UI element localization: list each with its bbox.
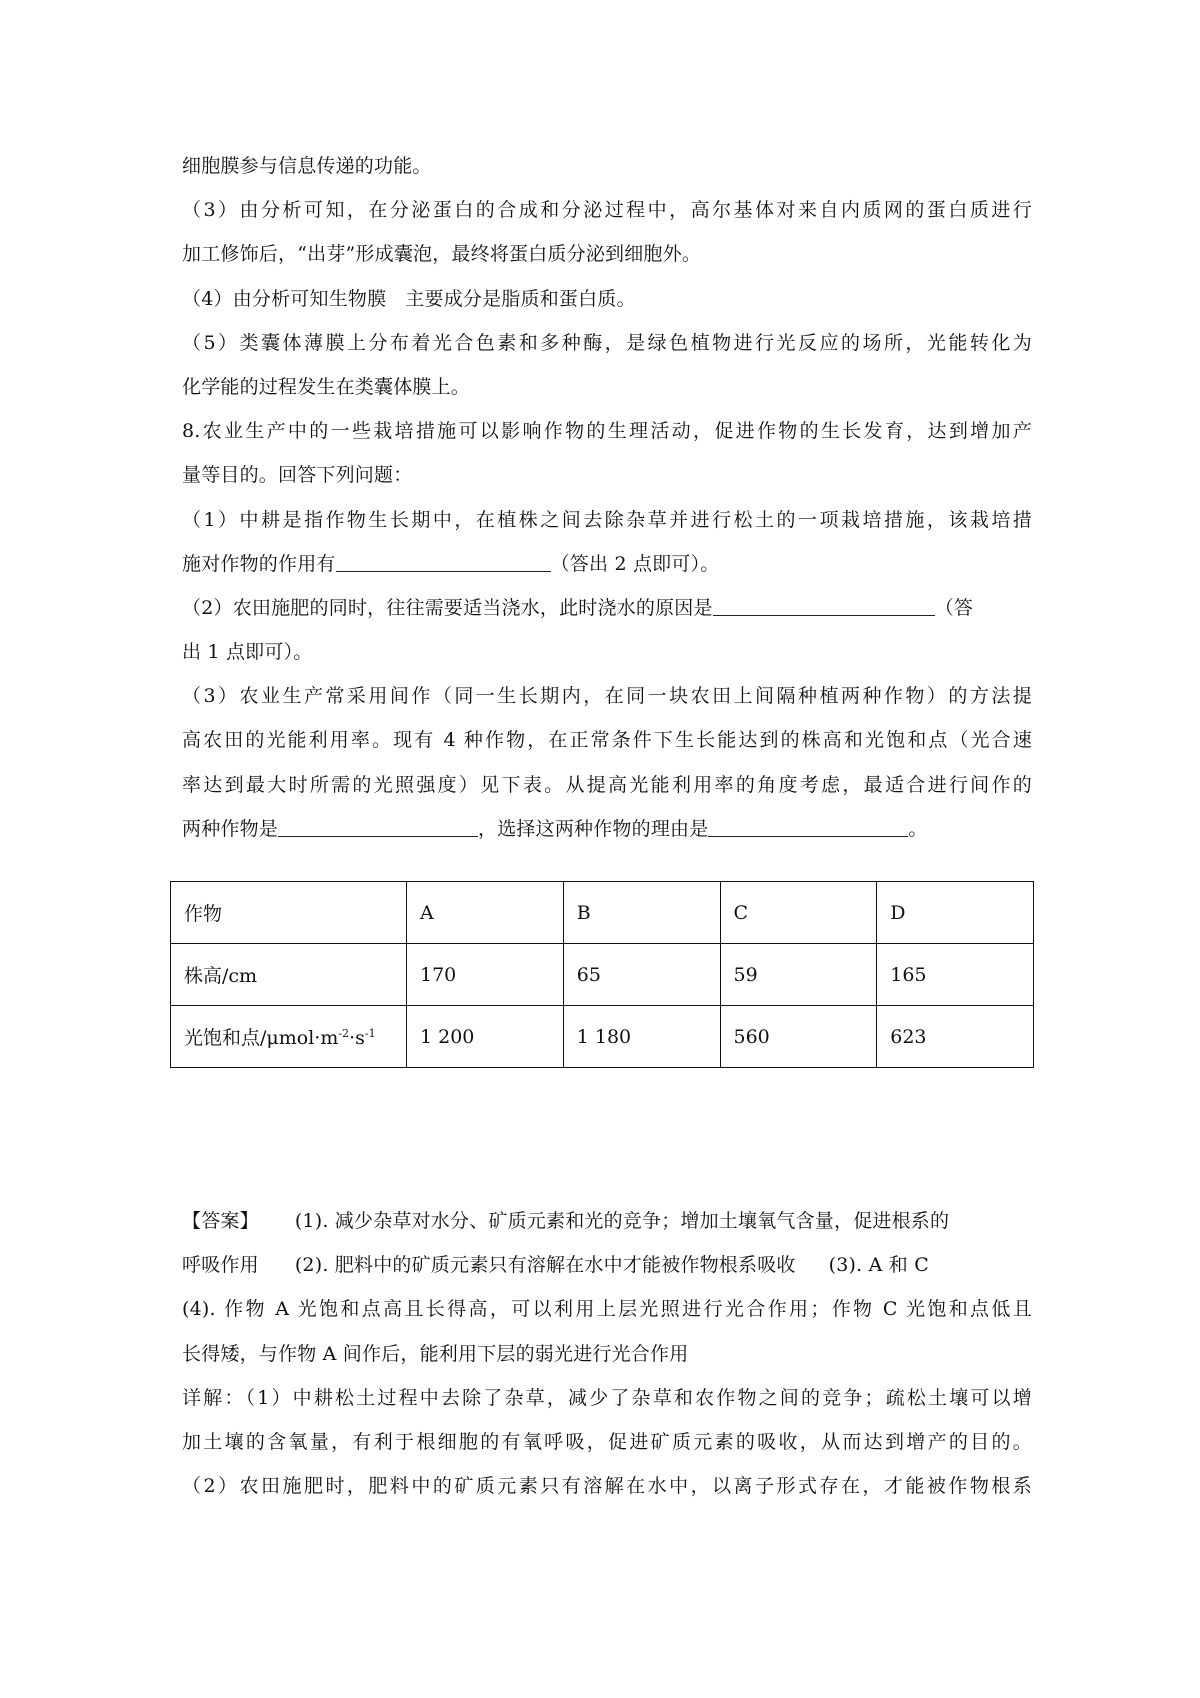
table-cell: B [563, 882, 720, 944]
text-fragment: (2). 肥料中的矿质元素只有溶解在水中才能被作物根系吸收 [294, 1254, 796, 1277]
text-line: 量等目的。回答下列问题： [182, 464, 413, 487]
table-cell: 623 [877, 1006, 1034, 1068]
table-row [171, 882, 1034, 944]
answer-line: 长得矮，与作物 A 间作后，能利用下层的弱光进行光合作用 [182, 1342, 689, 1365]
text-line: （5）类囊体薄膜上分布着光合色素和多种酶，是绿色植物进行光反应的场所，光能转化为 [182, 331, 1032, 354]
table-cell: 165 [877, 944, 1034, 1006]
explanation-line: 加土壤的含氧量，有利于根细胞的有氧呼吸，促进矿质元素的吸收，从而达到增产的目的。 [182, 1430, 1032, 1453]
table-cell [171, 1006, 407, 1068]
table-cell: 65 [563, 944, 720, 1006]
text-fragment: （答出 2 点即可）。 [550, 552, 720, 575]
superscript: -2 [338, 1027, 350, 1040]
answer-blank [336, 551, 551, 572]
text-fragment: 主要成分是脂质和蛋白质。 [405, 287, 636, 310]
unit-text: ·s [349, 1027, 365, 1049]
text-line: 高农田的光能利用率。现有 4 种作物，在正常条件下生长能达到的株高和光饱和点（光合速 [182, 729, 1032, 752]
table-row [171, 1006, 1034, 1068]
table-cell: 株高/cm [171, 944, 407, 1006]
answer-line: (4). 作物 A 光饱和点高且长得高，可以利用上层光照进行光合作用；作物 C 光饱和点低且 [182, 1298, 1032, 1321]
text-line: 化学能的过程发生在类囊体膜上。 [182, 375, 471, 398]
text-line: 率达到最大时所需的光照强度）见下表。从提高光能利用率的角度考虑，最适合进行间作的 [182, 773, 1032, 796]
text-line: （3）由分析可知，在分泌蛋白的合成和分泌过程中，高尔基体对来自内质网的蛋白质进行 [182, 199, 1032, 222]
table-cell: 170 [407, 944, 564, 1006]
answer-line [182, 1249, 1032, 1281]
text-line: 加工修饰后，“出芽”形成囊泡，最终将蛋白质分泌到细胞外。 [182, 243, 702, 266]
text-fragment: (1). 减少杂草对水分、矿质元素和光的竞争；增加土壤氧气含量，促进根系的 [294, 1210, 950, 1232]
answer-section [182, 1205, 1032, 1514]
text-line [182, 283, 1032, 315]
text-fragment: 。 [908, 817, 928, 840]
text-line: （1）中耕是指作物生长期中，在植株之间去除杂草并进行松土的一项栽培措施，该栽培措 [182, 508, 1032, 531]
answer-label: 【答案】 [182, 1210, 259, 1232]
table-cell: 1 180 [563, 1006, 720, 1068]
table-cell: A [407, 882, 564, 944]
table-cell: 59 [720, 944, 877, 1006]
text-line: 细胞膜参与信息传递的功能。 [182, 155, 432, 177]
superscript: -1 [364, 1027, 376, 1040]
table-row [171, 944, 1034, 1006]
text-fragment: 两种作物是 [182, 817, 279, 840]
text-fragment: ，选择这两种作物的理由是 [478, 817, 709, 840]
answer-blank [713, 595, 935, 616]
text-fragment: (3). A 和 C [828, 1254, 929, 1277]
table-cell: 560 [720, 1006, 877, 1068]
table-cell: 作物 [171, 882, 407, 944]
table-cell: D [877, 882, 1034, 944]
table-cell: C [720, 882, 877, 944]
question-8-stem: 8.农业生产中的一些栽培措施可以影响作物的生理活动，促进作物的生长发育，达到增加产 [182, 420, 1032, 443]
text-fragment: （答 [934, 596, 974, 619]
text-line: 出 1 点即可）。 [182, 641, 313, 664]
text-fragment: 呼吸作用 [182, 1254, 259, 1277]
explanation-line: （2）农田施肥时，肥料中的矿质元素只有溶解在水中，以离子形式存在，才能被作物根系 [182, 1475, 1032, 1498]
text-fragment: （4）由分析可知生物膜 [182, 287, 387, 310]
answer-blank [708, 816, 908, 837]
answer-line [182, 1205, 1032, 1237]
text-line [182, 813, 1032, 845]
unit-text: 光饱和点/μmol·m [184, 1027, 339, 1049]
explanation-line: 详解：（1）中耕松土过程中去除了杂草，减少了杂草和农作物之间的竞争；疏松土壤可以增 [182, 1386, 1032, 1409]
answer-blank [278, 816, 478, 837]
text-line [182, 548, 1032, 580]
text-line [182, 592, 1032, 624]
crop-data-table [170, 881, 1034, 1068]
text-line: （3）农业生产常采用间作（同一生长期内，在同一块农田上间隔种植两种作物）的方法提 [182, 685, 1032, 708]
text-fragment: （2）农田施肥的同时，往往需要适当浇水，此时浇水的原因是 [182, 596, 713, 619]
question-text [182, 150, 1032, 857]
table-cell: 1 200 [407, 1006, 564, 1068]
text-fragment: 施对作物的作用有 [182, 552, 336, 575]
